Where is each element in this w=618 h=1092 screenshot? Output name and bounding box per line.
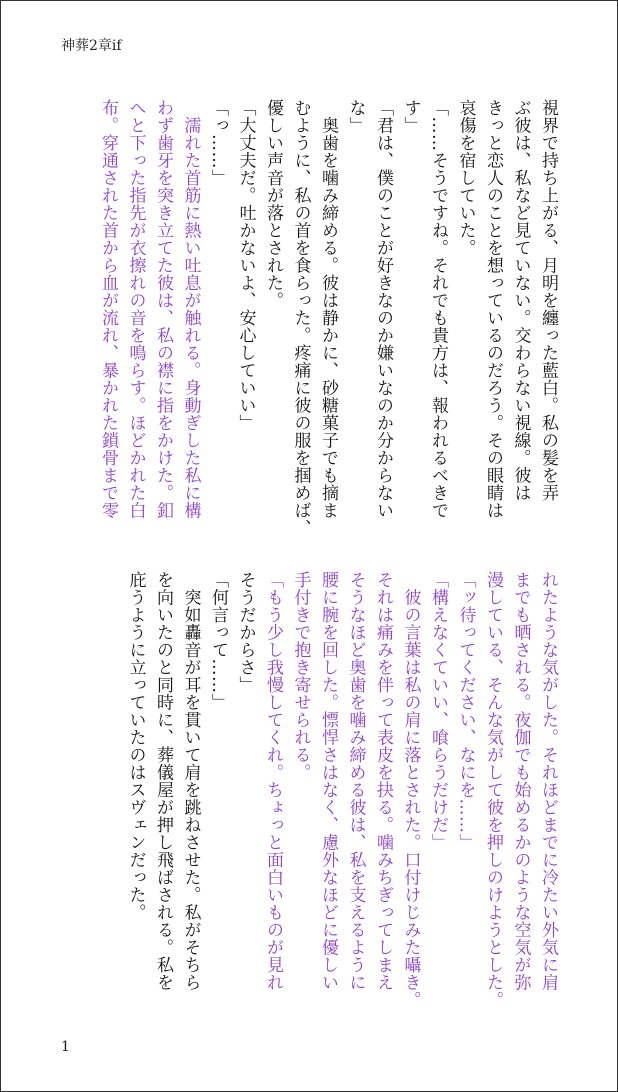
text-column: そうだからさ」 xyxy=(235,571,256,694)
lower-text-block xyxy=(56,571,561,1009)
text-column: わず歯牙を突き立てた彼は、私の襟に指をかけた。釦 xyxy=(153,99,173,519)
text-column: 「っ……」 xyxy=(208,99,228,187)
page-number: 1 xyxy=(61,1039,70,1055)
text-column: 濡れた首筋に熱い吐息が触れる。身動ぎした私に構 xyxy=(180,99,201,519)
text-column: れたような気がした。それほどまでに冷たい外気に肩 xyxy=(538,571,558,991)
text-column: 奥歯を噛み締める。彼は静かに、砂糖菓子でも摘ま xyxy=(318,99,338,519)
chapter-title: 神葬2章if xyxy=(61,38,122,54)
text-column: 哀傷を宿していた。 xyxy=(455,99,476,257)
text-column: 「大丈夫だ。吐かないよ、安心していい」 xyxy=(235,99,256,432)
text-column: 彼の言葉は私の肩に落とされた。口付けじみた囁き。 xyxy=(400,571,421,1009)
text-column: ぶ彼は、私など見ていない。交わらない視線。彼は xyxy=(510,99,531,502)
text-column: 優しい声音が落とされた。 xyxy=(263,99,283,309)
text-column: 「もう少し我慢してくれ。ちょっと面白いものが見れ xyxy=(263,571,283,991)
text-column: 「何言って……」 xyxy=(208,571,228,711)
text-column: 「君は、僕のことが好きなのか嫌いなのか分からない xyxy=(373,99,393,519)
text-column: す」 xyxy=(400,99,421,134)
text-column: 漫している、そんな気がして彼を押しのけようとした。 xyxy=(483,571,503,1009)
text-column: 手付きで抱き寄せられる。 xyxy=(290,571,311,781)
text-column: 「構えなくていい、喰らうだけだ」 xyxy=(428,571,448,851)
text-column: 庇うように立っていたのはスヴェンだった。 xyxy=(125,571,146,921)
text-column: 「ッ待ってください、なにを……」 xyxy=(455,571,476,851)
text-column: 「……そうですね。それでも貴方は、報われるべきで xyxy=(428,99,448,519)
text-column: 布。穿通された首から血が流れ、暴かれた鎖骨まで零 xyxy=(98,99,118,519)
text-column: むように、私の首を食らった。疼痛に彼の服を掴めば、 xyxy=(290,99,311,537)
text-column: そうなほど奥歯を噛み締める彼は、私を支えるように xyxy=(345,571,366,991)
upper-text-block xyxy=(56,99,561,537)
text-column: 突如轟音が耳を貫いて肩を跳ねさせた。私がそちら xyxy=(180,571,201,991)
text-column: 腰に腕を回した。慓悍さはなく、慮外なほどに優しい xyxy=(318,571,338,991)
text-column: までも晒される。夜伽でも始めるかのような空気が弥 xyxy=(510,571,531,991)
text-column: を向いたのと同時に、葬儀屋が押し飛ばされる。私を xyxy=(153,571,173,991)
text-column: な」 xyxy=(345,99,366,134)
text-column: へと下った指先が衣擦れの音を鳴らす。ほどかれた白 xyxy=(125,99,146,519)
text-column: それは痛みを伴って表皮を抉る。噛みちぎってしまえ xyxy=(373,571,393,991)
text-column: 視界で持ち上がる、月明を纏った藍白。私の髪を弄 xyxy=(538,99,558,502)
text-column: きっと恋人のことを想っているのだろう。その眼睛は xyxy=(483,99,503,519)
